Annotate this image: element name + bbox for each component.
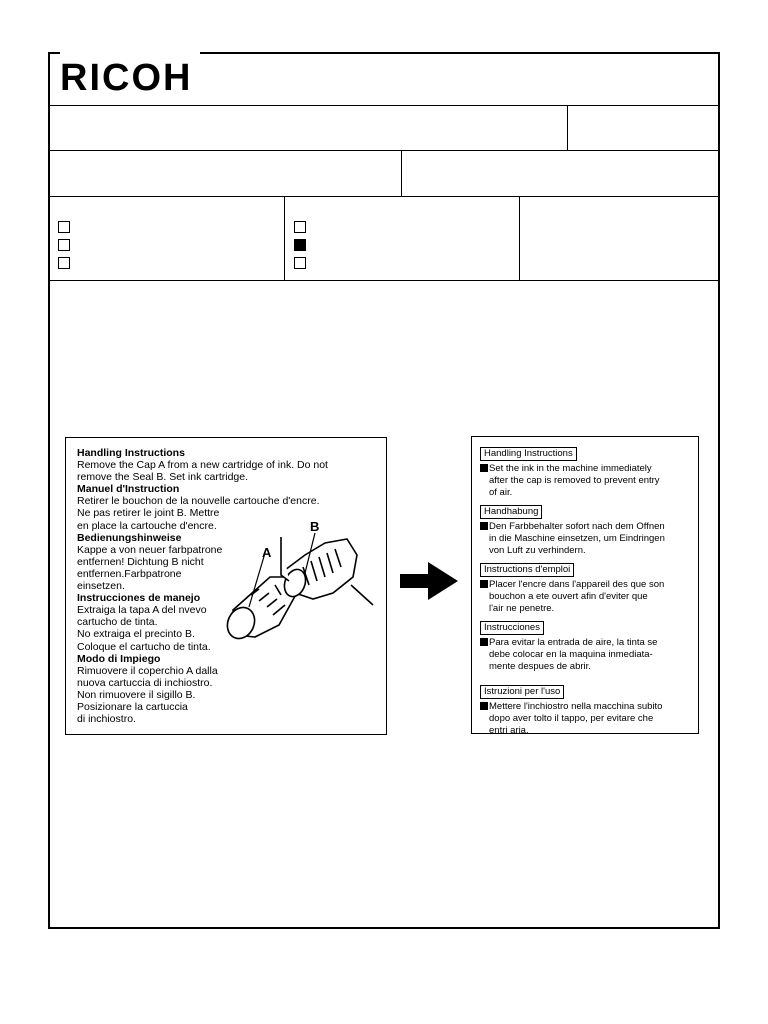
- ink-cartridge-illustration: [215, 515, 375, 655]
- language-section: [480, 681, 692, 738]
- section-heading: Instrucciones: [480, 621, 544, 635]
- checkbox-cell-divider-2: [519, 196, 520, 280]
- checkbox-cell-divider-1: [284, 196, 285, 280]
- section-line: [480, 661, 692, 673]
- label-line: Non rimuovere il sigillo B.: [77, 688, 196, 701]
- label-line: Retirer le bouchon de la nouvelle cartouche d'encre.: [77, 495, 320, 508]
- section-line-text: Den Farbbehalter sofort nach dem Offnen: [489, 521, 665, 532]
- section-line-text: l'air ne penetre.: [489, 603, 555, 615]
- section-heading: Istruzioni per l'uso: [480, 685, 564, 699]
- section-line-text: debe colocar en la maquina inmediata-: [489, 649, 653, 661]
- language-section: [480, 617, 692, 674]
- checkbox-1[interactable]: [58, 221, 70, 233]
- header-row-divider-1: [48, 105, 720, 106]
- logo-text: RICOH: [60, 57, 193, 99]
- checkbox-6[interactable]: [294, 257, 306, 269]
- bullet-square-icon: [480, 638, 488, 646]
- label-line: di inchiostro.: [77, 713, 136, 726]
- section-line: [480, 579, 692, 591]
- section-line: [480, 701, 692, 713]
- label-line: remove the Seal B. Set ink cartridge.: [77, 471, 248, 484]
- bullet-square-icon: [480, 522, 488, 530]
- section-line-text: after the cap is removed to prevent entry: [489, 475, 660, 487]
- bullet-square-icon: [480, 580, 488, 588]
- section-line: [480, 603, 692, 615]
- label-line: Ne pas retirer le joint B. Mettre: [77, 507, 220, 520]
- checkbox-2[interactable]: [58, 239, 70, 251]
- label-heading: Instrucciones de manejo: [77, 592, 201, 605]
- section-line: [480, 533, 692, 545]
- label-line: entfernen.Farbpatrone: [77, 567, 182, 580]
- label-line: Coloque el cartucho de tinta.: [77, 640, 211, 653]
- section-line-text: von Luft zu verhindern.: [489, 545, 586, 557]
- label-line: einsetzen.: [77, 580, 125, 593]
- language-section: [480, 559, 692, 616]
- label-line: cartucho de tinta.: [77, 616, 158, 629]
- label-b: B: [310, 519, 320, 534]
- arrow-right-icon: [400, 562, 460, 600]
- bullet-square-icon: [480, 702, 488, 710]
- header-row-divider-4: [48, 280, 720, 281]
- label-heading: Modo di Impiego: [77, 652, 161, 665]
- section-line-text: entri aria.: [489, 725, 529, 737]
- checkbox-4[interactable]: [294, 221, 306, 233]
- section-line-text: Set the ink in the machine immediately: [489, 463, 652, 474]
- label-line: Kappe a von neuer farbpatrone: [77, 543, 223, 556]
- section-line: [480, 463, 692, 475]
- section-line-text: Placer l'encre dans l'appareil des que son: [489, 579, 665, 590]
- section-line-text: bouchon a ete ouvert afin d'eviter que: [489, 591, 648, 603]
- label-line: Remove the Cap A from a new cartridge of ink. Do not: [77, 459, 328, 472]
- section-line-text: Mettere l'inchiostro nella macchina subito: [489, 701, 663, 712]
- section-line: [480, 487, 692, 499]
- bullet-square-icon: [480, 464, 488, 472]
- section-heading: Handling Instructions: [480, 447, 577, 461]
- section-line: [480, 637, 692, 649]
- section-line-text: in die Maschine einsetzen, um Eindringen: [489, 533, 665, 545]
- section-line: [480, 725, 692, 737]
- section-line: [480, 545, 692, 557]
- label-line: en place la cartouche d'encre.: [77, 519, 217, 532]
- label-a: A: [262, 545, 272, 560]
- language-section: [480, 501, 692, 558]
- frame-top-edge: [200, 52, 720, 54]
- label-line: Extraiga la tapa A del nvevo: [77, 604, 207, 617]
- cartridge-b-drawing: [281, 537, 373, 605]
- section-line: [480, 713, 692, 725]
- subject-cell-divider: [401, 150, 402, 196]
- section-line: [480, 591, 692, 603]
- label-heading: Bedienungshinweise: [77, 531, 182, 544]
- ricoh-logo: [60, 58, 192, 98]
- section-line-text: of air.: [489, 487, 513, 499]
- section-line: [480, 521, 692, 533]
- label-line: No extraiga el precinto B.: [77, 628, 195, 641]
- title-cell-divider: [567, 105, 568, 150]
- checkbox-3[interactable]: [58, 257, 70, 269]
- section-heading: Instructions d'emploi: [480, 563, 574, 577]
- section-line-text: mente despues de abrir.: [489, 661, 591, 673]
- header-row-divider-3: [48, 196, 720, 197]
- section-heading: Handhabung: [480, 505, 542, 519]
- label-line: entfernen! Dichtung B nicht: [77, 555, 204, 568]
- section-line: [480, 649, 692, 661]
- label-heading: Manuel d'Instruction: [77, 483, 180, 496]
- language-section: [480, 443, 692, 500]
- section-line-text: dopo aver tolto il tappo, per evitare che: [489, 713, 654, 725]
- frame-top-edge-left: [48, 52, 60, 54]
- new-handling-label: [471, 436, 699, 737]
- label-line: nuova cartuccia di inchiostro.: [77, 676, 213, 689]
- label-line: Posizionare la cartuccia: [77, 700, 188, 713]
- section-line: [480, 475, 692, 487]
- section-line-text: Para evitar la entrada de aire, la tinta se: [489, 637, 658, 648]
- header-row-divider-2: [48, 150, 720, 151]
- checkbox-5[interactable]: [294, 239, 306, 251]
- label-line: Rimuovere il coperchio A dalla: [77, 664, 218, 677]
- label-heading: Handling Instructions: [77, 447, 185, 459]
